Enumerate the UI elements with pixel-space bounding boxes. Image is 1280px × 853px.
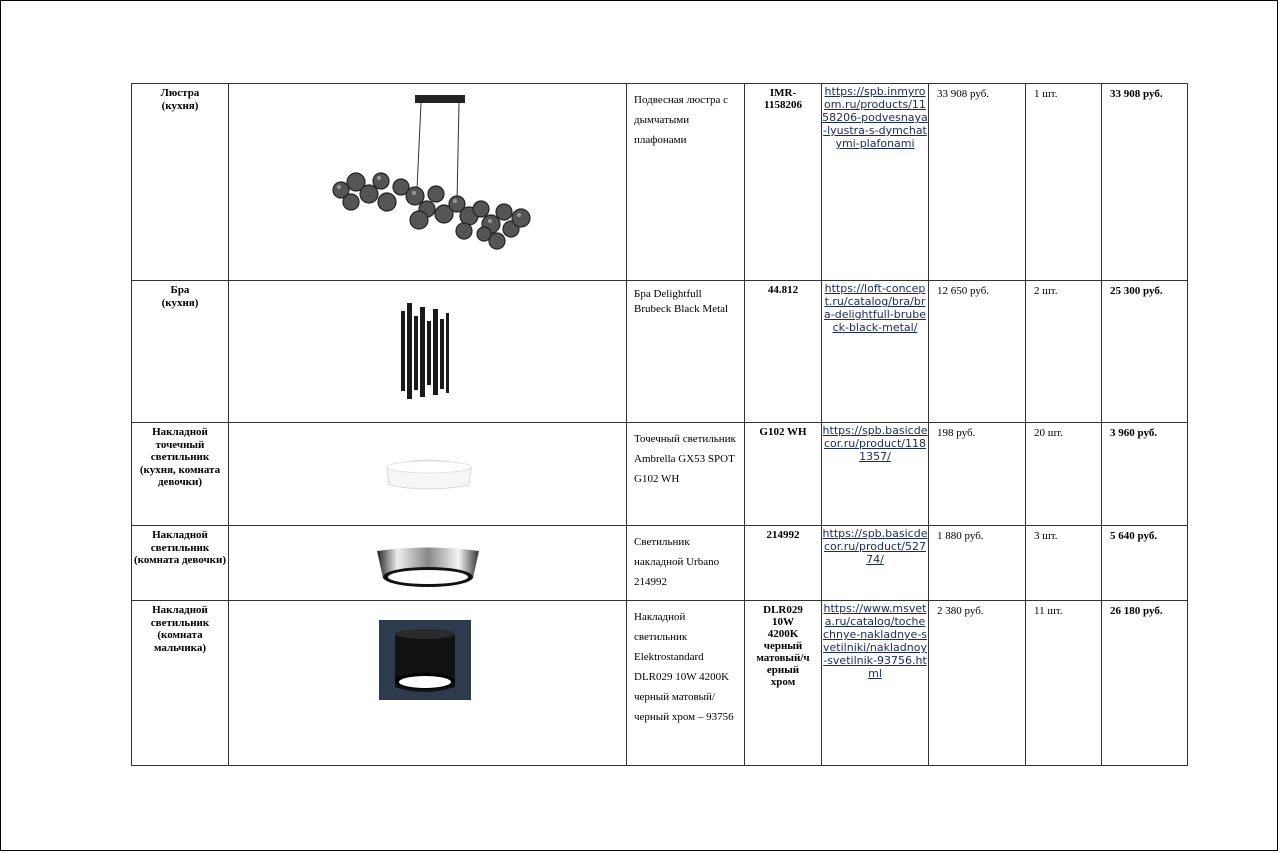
sum-cell: 26 180 руб. — [1102, 601, 1188, 766]
room-cell: Бра (кухня) — [132, 281, 229, 423]
product-name-cell: Накладной светильник Elektrostandard DLR029 10W 4200K черный матовый/черный хром – 93756 — [627, 601, 745, 766]
product-image-cell — [229, 526, 627, 601]
link-cell — [822, 601, 929, 766]
product-image-cell — [229, 601, 627, 766]
sum-cell: 3 960 руб. — [1102, 423, 1188, 526]
product-link[interactable]: https://www.msveta.ru/catalog/tochechnye-nakladnye-svetilniki/nakladnoy-svetilnik-93756.html — [822, 602, 928, 680]
article-cell: G102 WH — [745, 423, 822, 526]
article-cell: IMR- 1158206 — [745, 84, 822, 281]
table-row — [132, 84, 1188, 281]
price-cell: 33 908 руб. — [929, 84, 1026, 281]
product-name-cell: Бра Delightfull Brubeck Black Metal — [627, 281, 745, 423]
article-cell: DLR029 10W 4200K черный матовый/ч ерный хром — [745, 601, 822, 766]
black-downlight-icon — [229, 601, 627, 766]
price-cell: 1 880 руб. — [929, 526, 1026, 601]
sum-cell: 33 908 руб. — [1102, 84, 1188, 281]
sum-cell: 25 300 руб. — [1102, 281, 1188, 423]
qty-cell: 1 шт. — [1026, 84, 1102, 281]
product-link[interactable]: https://spb.basicdecor.ru/product/1181357/ — [822, 424, 928, 463]
lighting-spec-table — [131, 83, 1188, 766]
price-cell: 12 650 руб. — [929, 281, 1026, 423]
ceiling-light-icon — [229, 526, 627, 601]
qty-cell: 3 шт. — [1026, 526, 1102, 601]
qty-cell: 20 шт. — [1026, 423, 1102, 526]
room-cell: Накладной светильник (комната девочки) — [132, 526, 229, 601]
qty-cell: 11 шт. — [1026, 601, 1102, 766]
article-cell: 44.812 — [745, 281, 822, 423]
price-cell: 198 руб. — [929, 423, 1026, 526]
spot-light-icon — [229, 423, 627, 526]
link-cell — [822, 281, 929, 423]
link-cell — [822, 423, 929, 526]
sum-cell: 5 640 руб. — [1102, 526, 1188, 601]
product-image-cell — [229, 423, 627, 526]
article-cell: 214992 — [745, 526, 822, 601]
product-image-cell — [229, 84, 627, 281]
wall-sconce-icon — [229, 281, 627, 423]
product-name-cell: Точечный светильник Ambrella GX53 SPOT G102 WH — [627, 423, 745, 526]
product-link[interactable]: https://loft-concept.ru/catalog/bra/bra-delightfull-brubeck-black-metal/ — [824, 282, 926, 334]
product-image-cell — [229, 281, 627, 423]
table-row — [132, 423, 1188, 526]
price-cell: 2 380 руб. — [929, 601, 1026, 766]
link-cell — [822, 526, 929, 601]
table-row — [132, 281, 1188, 423]
link-cell — [822, 84, 929, 281]
product-link[interactable]: https://spb.inmyroom.ru/products/1158206-podvesnaya-lyustra-s-dymchatymi-plafonami — [822, 85, 928, 150]
product-name-cell: Светильник накладной Urbano 214992 — [627, 526, 745, 601]
table-row — [132, 526, 1188, 601]
chandelier-icon — [229, 84, 627, 281]
room-cell: Люстра (кухня) — [132, 84, 229, 281]
product-link[interactable]: https://spb.basicdecor.ru/product/52774/ — [822, 527, 928, 566]
product-name-cell: Подвесная люстра с дымчатыми плафонами — [627, 84, 745, 281]
room-cell: Накладной точечный светильник (кухня, комната девочки) — [132, 423, 229, 526]
table-row — [132, 601, 1188, 766]
room-cell: Накладной светильник (комната мальчика) — [132, 601, 229, 766]
qty-cell: 2 шт. — [1026, 281, 1102, 423]
